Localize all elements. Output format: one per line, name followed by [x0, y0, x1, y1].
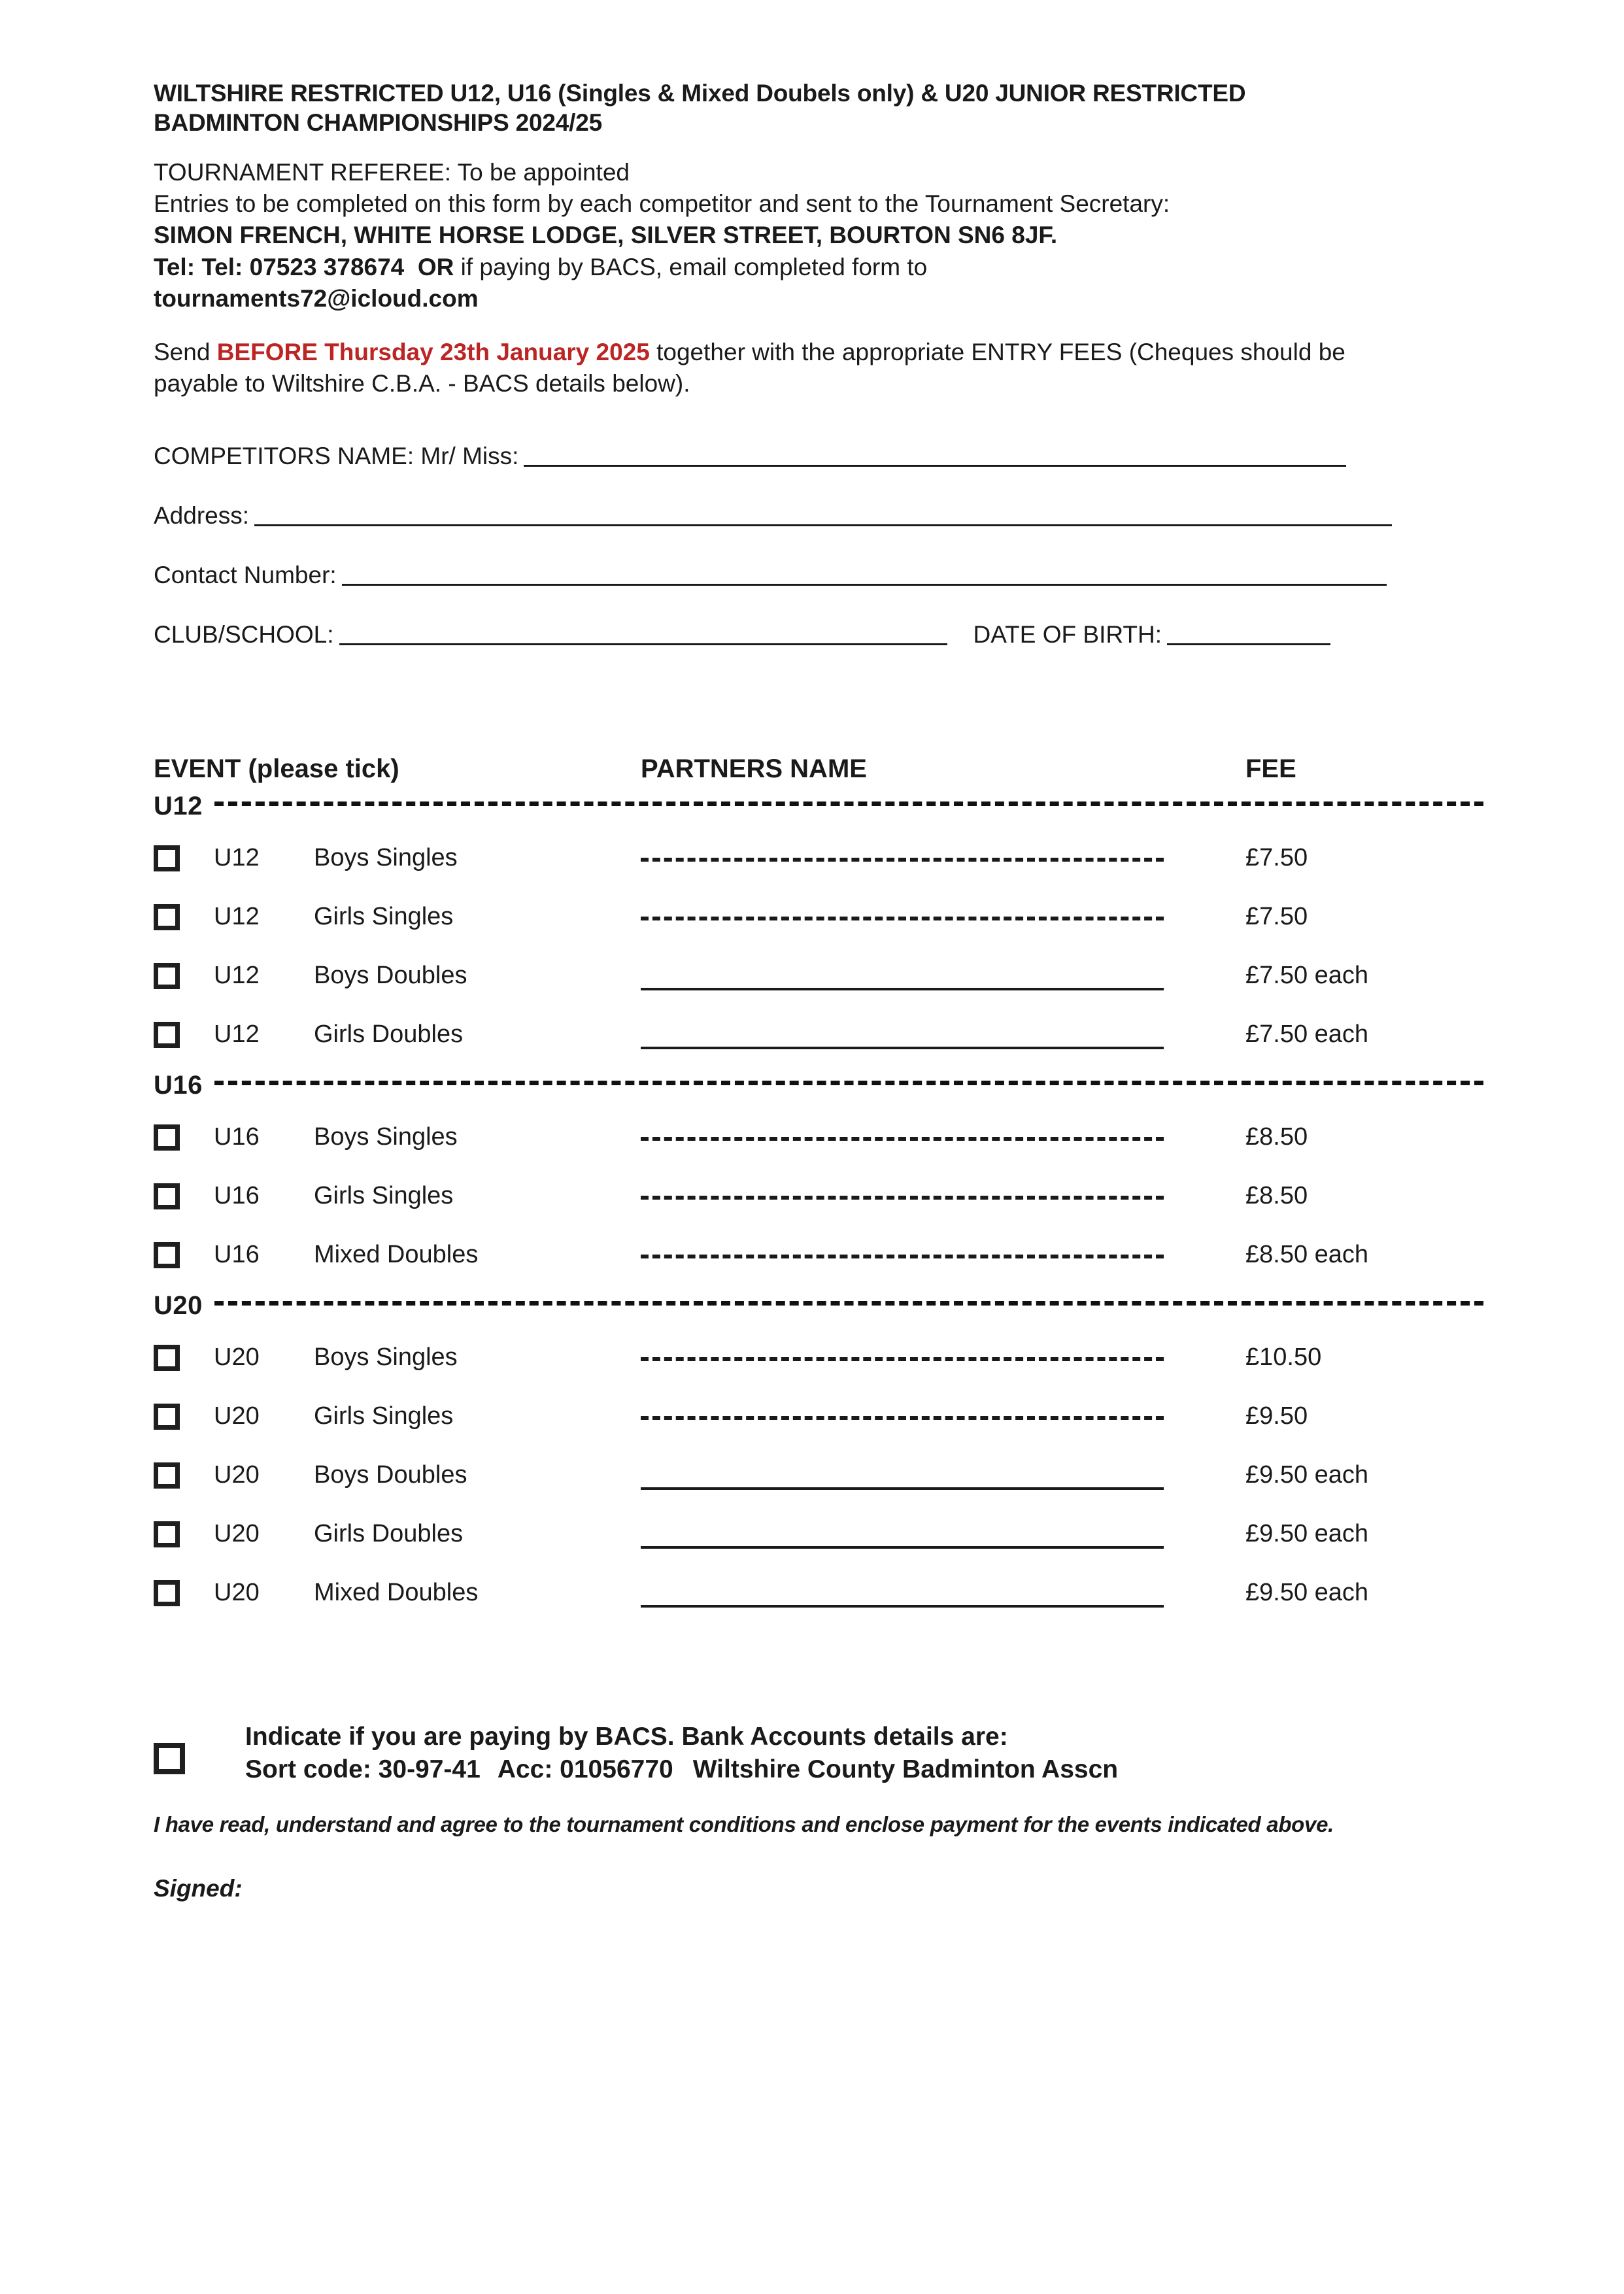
event-checkbox[interactable]	[154, 904, 180, 930]
event-checkbox-cell	[154, 1183, 214, 1209]
intro-block	[154, 157, 1483, 314]
event-checkbox-cell	[154, 1022, 214, 1048]
event-fee: £7.50 each	[1245, 962, 1369, 990]
field-club-and-dob	[154, 621, 1483, 650]
event-checkbox[interactable]	[154, 1521, 180, 1547]
partner-name-cell	[641, 1226, 1245, 1285]
event-name: Boys Singles	[314, 1343, 458, 1372]
date-of-birth-input[interactable]	[1167, 643, 1330, 645]
event-row	[154, 1226, 1483, 1285]
bacs-checkbox-cell	[154, 1721, 245, 1774]
partner-name-cell	[641, 1005, 1245, 1064]
partner-name-cell	[641, 829, 1245, 888]
partner-name-cell	[641, 1564, 1245, 1623]
event-row	[154, 1167, 1483, 1226]
partner-name-cell	[641, 1446, 1245, 1505]
event-age-group: U20	[214, 1579, 260, 1607]
partner-not-applicable-rule	[641, 1255, 1164, 1258]
event-name: Girls Doubles	[314, 1520, 464, 1548]
event-checkbox[interactable]	[154, 845, 180, 871]
event-group-divider-u20	[154, 1291, 1483, 1321]
event-fee: £10.50	[1245, 1343, 1322, 1372]
event-checkbox-cell	[154, 1124, 214, 1151]
signed-label: Signed:	[154, 1874, 243, 1902]
deadline-suffix: together with the appropriate ENTRY FEES (Cheques should be payable to Wiltshire C.B.A. - BACS details below).	[154, 338, 1345, 397]
event-age-group: U20	[214, 1343, 260, 1372]
deadline-highlight: BEFORE Thursday 23th January 2025	[216, 338, 650, 365]
competitor-details-fields	[154, 443, 1483, 650]
group-dashed-rule	[214, 1301, 1483, 1306]
event-checkbox[interactable]	[154, 1022, 180, 1048]
secretary-address: SIMON FRENCH, WHITE HORSE LODGE, SILVER STREET, BOURTON SN6 8JF.	[154, 222, 1058, 249]
event-age-group: U16	[214, 1182, 260, 1210]
entries-line: Entries to be completed on this form by each competitor and sent to the Tournament Secretary:	[154, 190, 1170, 218]
events-table-header	[154, 754, 1483, 784]
event-name: Boys Doubles	[314, 1461, 467, 1489]
event-row	[154, 1005, 1483, 1064]
event-name: Boys Singles	[314, 1123, 458, 1151]
deadline-block	[154, 337, 1435, 399]
event-age-group: U12	[214, 1020, 260, 1049]
event-row	[154, 947, 1483, 1005]
field-competitor-name	[154, 443, 1483, 471]
event-checkbox-cell	[154, 845, 214, 871]
event-name: Girls Singles	[314, 903, 454, 931]
club-school-input[interactable]	[339, 643, 947, 645]
bacs-account-number: Acc: 01056770	[497, 1755, 673, 1783]
declaration-text: I have read, understand and agree to the tournament conditions and enclose payment for the events indicated above.	[154, 1812, 1334, 1836]
partner-name-input[interactable]	[641, 1546, 1164, 1549]
event-age-group: U20	[214, 1520, 260, 1548]
header-event: EVENT (please tick)	[154, 754, 399, 783]
address-input[interactable]	[254, 524, 1392, 526]
event-fee: £8.50	[1245, 1182, 1308, 1210]
event-name: Girls Doubles	[314, 1020, 464, 1049]
group-dashed-rule	[214, 1081, 1483, 1085]
event-checkbox[interactable]	[154, 1183, 180, 1209]
event-age-group: U20	[214, 1461, 260, 1489]
event-age-group: U12	[214, 844, 260, 872]
event-fee: £7.50	[1245, 903, 1308, 931]
event-fee: £9.50 each	[1245, 1461, 1369, 1489]
event-checkbox-cell	[154, 963, 214, 989]
partner-name-cell	[641, 1387, 1245, 1446]
event-checkbox-cell	[154, 1242, 214, 1268]
event-group-divider-u12	[154, 792, 1483, 821]
event-checkbox-cell	[154, 904, 214, 930]
events-groups	[154, 792, 1483, 1623]
bacs-line-1: Indicate if you are paying by BACS. Bank Accounts details are:	[245, 1722, 1008, 1751]
event-name: Boys Singles	[314, 844, 458, 872]
event-checkbox-cell	[154, 1521, 214, 1547]
partner-not-applicable-rule	[641, 1196, 1164, 1200]
event-fee: £8.50	[1245, 1123, 1308, 1151]
partner-name-cell	[641, 1108, 1245, 1167]
event-row	[154, 1108, 1483, 1167]
address-label: Address:	[154, 501, 250, 529]
event-checkbox-cell	[154, 1345, 214, 1371]
event-row	[154, 888, 1483, 947]
competitor-name-input[interactable]	[524, 465, 1346, 467]
group-dashed-rule	[214, 801, 1483, 806]
contact-number-label: Contact Number:	[154, 561, 337, 588]
bacs-payment-block	[154, 1721, 1483, 1786]
event-name: Mixed Doubles	[314, 1579, 479, 1607]
event-age-group: U12	[214, 903, 260, 931]
event-row	[154, 1446, 1483, 1505]
partner-name-cell	[641, 888, 1245, 947]
event-checkbox[interactable]	[154, 1404, 180, 1430]
events-table	[154, 754, 1483, 1623]
event-fee: £7.50	[1245, 844, 1308, 872]
event-group-label: U20	[154, 1290, 203, 1320]
bacs-text	[245, 1721, 1118, 1786]
referee-line: TOURNAMENT REFEREE: To be appointed	[154, 159, 630, 186]
bacs-account-name: Wiltshire County Badminton Asscn	[692, 1755, 1119, 1783]
bacs-checkbox[interactable]	[154, 1743, 185, 1774]
event-group-divider-u16	[154, 1071, 1483, 1100]
event-checkbox[interactable]	[154, 1124, 180, 1151]
partner-not-applicable-rule	[641, 1137, 1164, 1141]
header-partners-name: PARTNERS NAME	[641, 754, 867, 783]
event-group-label: U12	[154, 791, 203, 820]
event-age-group: U12	[214, 962, 260, 990]
event-age-group: U20	[214, 1402, 260, 1430]
partner-not-applicable-rule	[641, 917, 1164, 920]
event-checkbox-cell	[154, 1462, 214, 1489]
event-row	[154, 1505, 1483, 1564]
competitor-name-label: COMPETITORS NAME: Mr/ Miss:	[154, 442, 519, 469]
event-checkbox[interactable]	[154, 1345, 180, 1371]
partner-not-applicable-rule	[641, 858, 1164, 862]
partner-name-cell	[641, 947, 1245, 1005]
field-address	[154, 502, 1483, 531]
partner-not-applicable-rule	[641, 1416, 1164, 1420]
email-address[interactable]: tournaments72@icloud.com	[154, 284, 479, 312]
event-group-label: U16	[154, 1070, 203, 1100]
event-checkbox[interactable]	[154, 1580, 180, 1606]
event-checkbox-cell	[154, 1404, 214, 1430]
partner-name-cell	[641, 1505, 1245, 1564]
partner-name-input[interactable]	[641, 1487, 1164, 1490]
event-name: Boys Doubles	[314, 962, 467, 990]
deadline-prefix: Send	[154, 338, 217, 365]
telephone-bold: Tel: Tel: 07523 378674 OR	[154, 253, 454, 280]
event-checkbox[interactable]	[154, 963, 180, 989]
event-row	[154, 1564, 1483, 1623]
page-title	[154, 78, 1396, 137]
event-name: Girls Singles	[314, 1182, 454, 1210]
bacs-line-2	[245, 1753, 1118, 1786]
date-of-birth-label: DATE OF BIRTH:	[973, 620, 1162, 648]
event-age-group: U16	[214, 1241, 260, 1269]
title-line-2: BADMINTON CHAMPIONSHIPS 2024/25	[154, 109, 602, 137]
event-fee: £9.50	[1245, 1402, 1308, 1430]
partner-name-cell	[641, 1167, 1245, 1226]
event-name: Mixed Doubles	[314, 1241, 479, 1269]
event-row	[154, 829, 1483, 888]
club-school-label: CLUB/SCHOOL:	[154, 620, 334, 648]
event-checkbox[interactable]	[154, 1242, 180, 1268]
partner-not-applicable-rule	[641, 1357, 1164, 1361]
telephone-rest: if paying by BACS, email completed form to	[454, 253, 928, 280]
event-checkbox[interactable]	[154, 1462, 180, 1489]
event-row	[154, 1328, 1483, 1387]
partner-name-input[interactable]	[641, 988, 1164, 990]
event-age-group: U16	[214, 1123, 260, 1151]
event-fee: £9.50 each	[1245, 1579, 1369, 1607]
event-fee: £7.50 each	[1245, 1020, 1369, 1049]
partner-name-cell	[641, 1328, 1245, 1387]
event-row	[154, 1387, 1483, 1446]
title-line-1: WILTSHIRE RESTRICTED U12, U16 (Singles & Mixed Doubels only) & U20 JUNIOR RESTRICTED	[154, 80, 1246, 107]
event-fee: £9.50 each	[1245, 1520, 1369, 1548]
event-checkbox-cell	[154, 1580, 214, 1606]
bacs-sort-code: Sort code: 30-97-41	[245, 1755, 481, 1783]
header-fee: FEE	[1245, 754, 1296, 783]
field-contact-number	[154, 562, 1483, 590]
partner-name-input[interactable]	[641, 1047, 1164, 1049]
event-name: Girls Singles	[314, 1402, 454, 1430]
partner-name-input[interactable]	[641, 1605, 1164, 1608]
event-fee: £8.50 each	[1245, 1241, 1369, 1269]
contact-number-input[interactable]	[342, 584, 1387, 586]
